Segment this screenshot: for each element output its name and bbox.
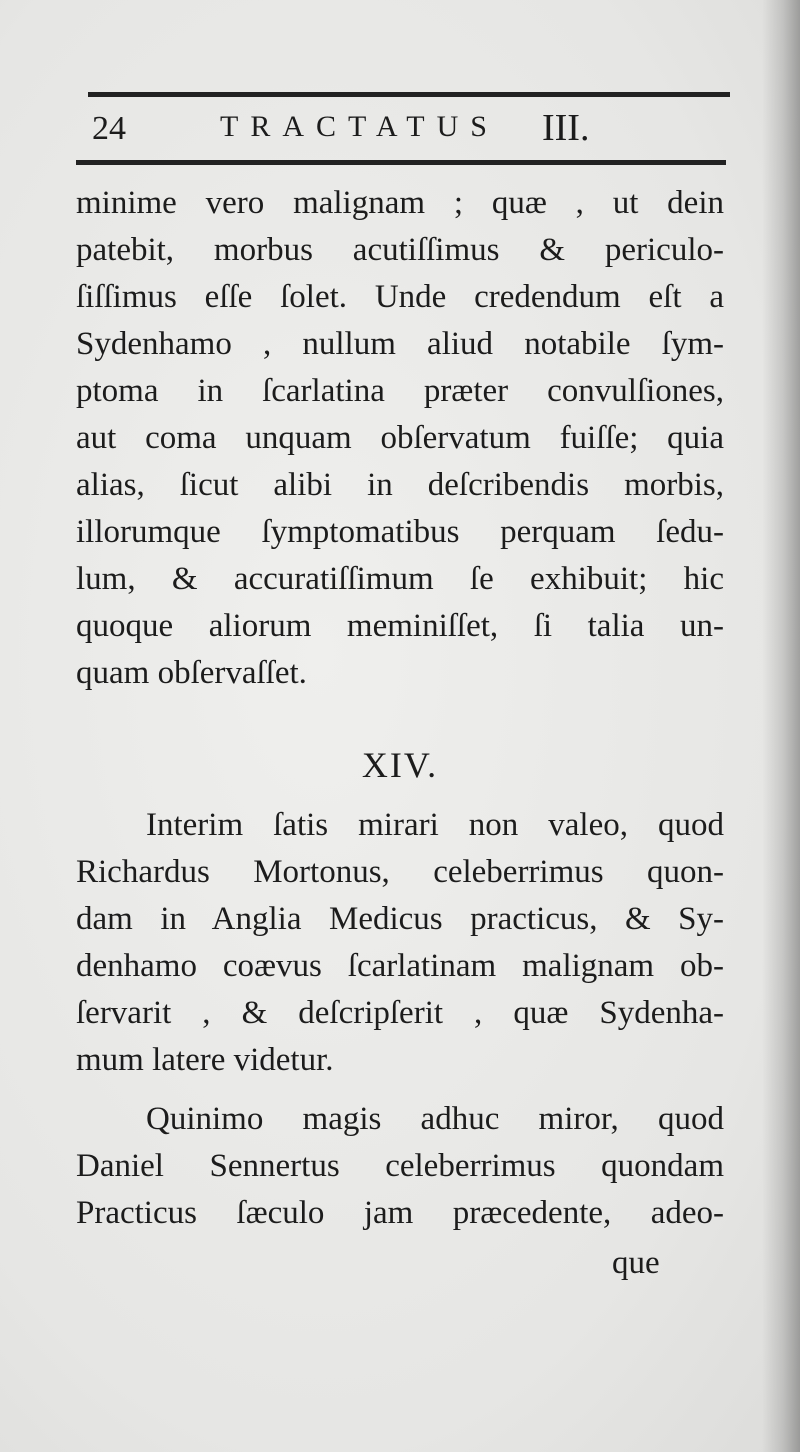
- text-line: ptoma in ſcarlatina præter convulſiones,: [76, 373, 724, 409]
- text-line: minime vero malignam ; quæ , ut dein: [76, 185, 724, 221]
- paragraph-2: [76, 802, 724, 1084]
- text-line: Quinimo magis adhuc miror, quod: [146, 1101, 724, 1137]
- paragraph-3: [76, 1096, 724, 1237]
- page-number: 24: [92, 110, 126, 147]
- section-heading: XIV.: [361, 745, 439, 785]
- catchword: que: [612, 1245, 660, 1281]
- page-gutter-shadow: [762, 0, 800, 1452]
- text-line: dam in Anglia Medicus practicus, & Sy-: [76, 901, 724, 937]
- text-line: Daniel Sennertus celeberrimus quondam: [76, 1148, 724, 1184]
- text-line: quam obſervaſſet.: [76, 655, 307, 691]
- text-line: Sydenhamo , nullum aliud notabile ſym-: [76, 326, 724, 362]
- text-line: denhamo coævus ſcarlatinam malignam ob-: [76, 948, 724, 984]
- paragraph-1: [76, 180, 724, 697]
- text-line: lum, & accuratiſſimum ſe exhibuit; hic: [76, 561, 724, 597]
- page-header: [92, 106, 732, 156]
- text-line: Interim ſatis mirari non valeo, quod: [146, 807, 724, 843]
- header-rule-top: [88, 92, 730, 97]
- text-line: alias, ſicut alibi in deſcribendis morbis,: [76, 467, 724, 503]
- header-rule-bottom: [76, 160, 726, 165]
- text-line: illorumque ſymptomatibus perquam ſedu-: [76, 514, 724, 550]
- text-line: Practicus ſæculo jam præcedente, adeo-: [76, 1195, 724, 1231]
- running-head-section: III.: [542, 107, 590, 149]
- running-head: TRACTATUS: [220, 110, 499, 143]
- text-line: ſervarit , & deſcripſerit , quæ Sydenha-: [76, 995, 724, 1031]
- text-line: ſiſſimus eſſe ſolet. Unde credendum eſt a: [76, 279, 724, 315]
- text-line: aut coma unquam obſervatum fuiſſe; quia: [76, 420, 724, 456]
- text-line: mum latere videtur.: [76, 1042, 334, 1078]
- text-line: Richardus Mortonus, celeberrimus quon-: [76, 854, 724, 890]
- text-line: quoque aliorum meminiſſet, ſi talia un-: [76, 608, 724, 644]
- text-line: patebit, morbus acutiſſimus & periculo-: [76, 232, 724, 268]
